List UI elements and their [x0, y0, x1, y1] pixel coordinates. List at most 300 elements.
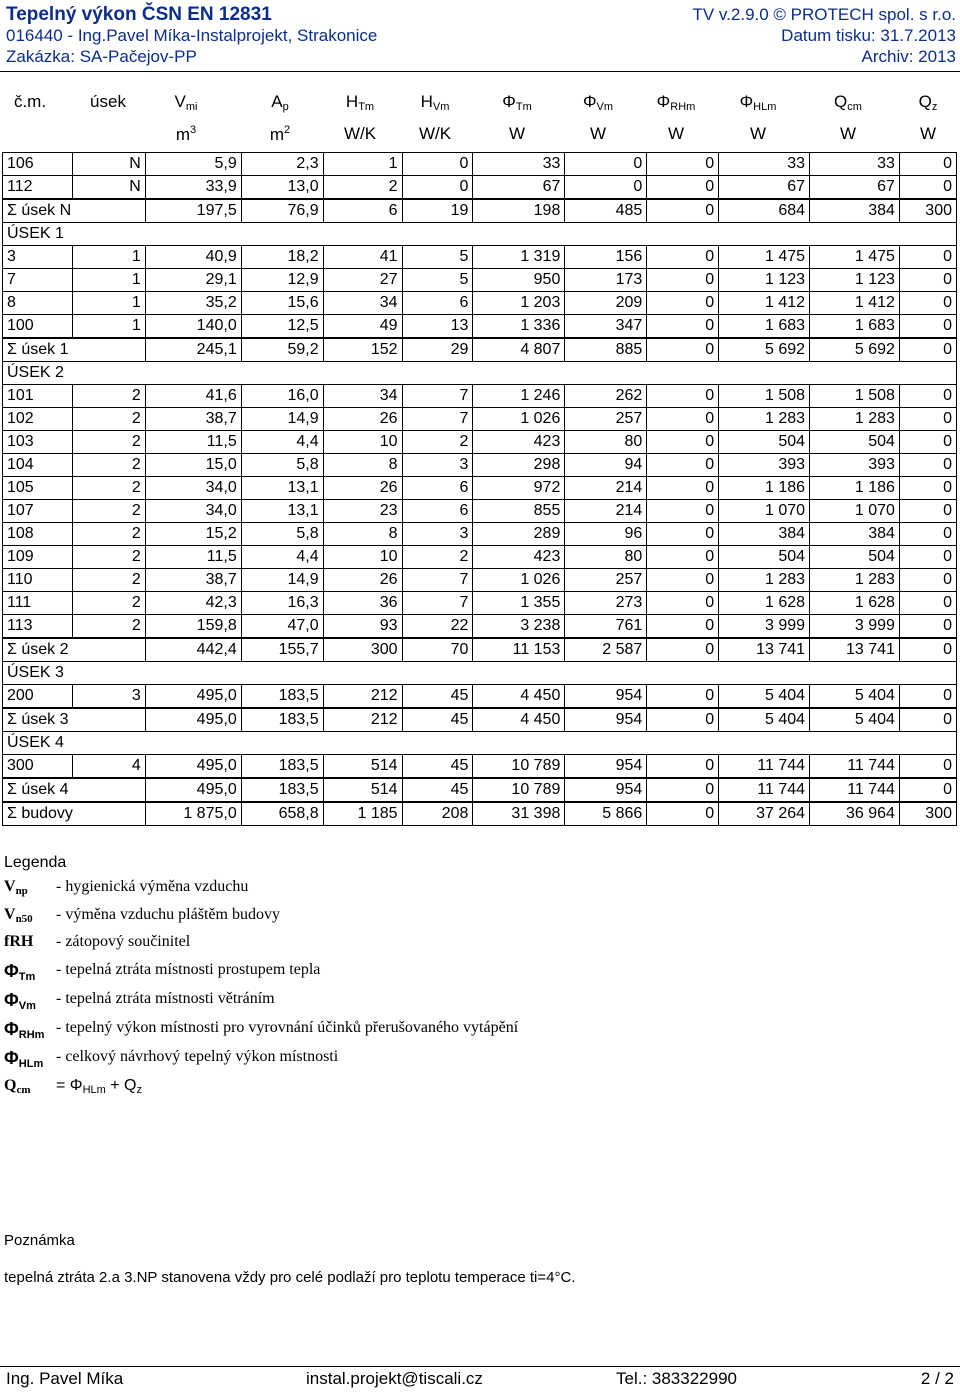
table-cell: 0	[899, 615, 956, 639]
table-cell: 514	[323, 755, 402, 779]
table-cell: 11 744	[719, 755, 810, 779]
column-subscript: cm	[847, 101, 862, 113]
sum-label: Σ úsek 2	[3, 638, 146, 662]
legend-item	[4, 878, 704, 904]
column-subscript: Tm	[358, 101, 375, 113]
table-cell: 761	[565, 615, 647, 639]
table-cell: 19	[402, 199, 473, 223]
table-cell: 1	[323, 153, 402, 176]
table-cell: 1	[72, 315, 145, 339]
table-cell: 1 070	[719, 500, 810, 523]
column-head-1	[68, 92, 148, 148]
room-number: 112	[3, 176, 73, 200]
table-cell: 76,9	[241, 199, 323, 223]
description-text: - celkový návrhový tepelný výkon místnosti	[56, 1048, 339, 1065]
sum-row	[3, 338, 957, 362]
column-head-6	[477, 92, 557, 148]
column-name	[808, 92, 888, 113]
table-cell: 0	[647, 477, 719, 500]
table-cell: 257	[565, 569, 647, 592]
legend-description	[56, 1048, 338, 1066]
table-cell: 5 866	[565, 802, 647, 826]
table-cell: 29	[402, 338, 473, 362]
table-cell: 33,9	[145, 176, 241, 200]
table-cell: 347	[565, 315, 647, 339]
table-cell: 7	[402, 592, 473, 615]
table-cell: 5 404	[719, 685, 810, 709]
footer-email: instal.projekt@tiscali.cz	[306, 1369, 483, 1388]
section-row	[3, 732, 957, 755]
table-cell: 3 999	[810, 615, 900, 639]
table-cell: 5 404	[719, 708, 810, 732]
sum-label: Σ úsek N	[3, 199, 146, 223]
table-cell: 423	[473, 546, 565, 569]
table-cell: 16,0	[241, 385, 323, 408]
table-cell: 273	[565, 592, 647, 615]
table-cell: 3	[402, 523, 473, 546]
unit-text: W	[919, 124, 937, 143]
column-head-11	[888, 92, 960, 148]
table-row	[3, 315, 957, 339]
symbol-letter: V	[4, 878, 16, 895]
table-cell: 1 875,0	[145, 802, 241, 826]
table-cell: 1 508	[810, 385, 900, 408]
table-cell: 0	[899, 477, 956, 500]
legend-title: Legenda	[4, 854, 67, 871]
table-cell: 0	[565, 153, 647, 176]
table-cell: 2	[402, 431, 473, 454]
room-number: 113	[3, 615, 73, 639]
legend-description	[56, 1077, 142, 1096]
column-symbol: č.m.	[13, 92, 47, 111]
table-cell: 11 744	[810, 778, 900, 802]
table-body	[3, 153, 957, 826]
table-cell: 0	[899, 246, 956, 269]
table-cell: 1 628	[719, 592, 810, 615]
table-cell: 38,7	[145, 408, 241, 431]
table-cell: 954	[565, 708, 647, 732]
table-cell: 29,1	[145, 269, 241, 292]
room-number: 111	[3, 592, 73, 615]
table-cell: 0	[647, 292, 719, 315]
column-unit	[718, 124, 798, 144]
column-symbol: Φ	[582, 92, 597, 111]
table-cell: 5 404	[810, 685, 900, 709]
table-cell: 49	[323, 315, 402, 339]
column-symbol: H	[420, 92, 433, 111]
table-cell: 1 026	[473, 569, 565, 592]
column-symbol: Q	[834, 92, 848, 111]
table-cell: 159,8	[145, 615, 241, 639]
column-unit	[146, 124, 226, 145]
table-cell: 13	[402, 315, 473, 339]
table-cell: 245,1	[145, 338, 241, 362]
table-cell: 4	[72, 755, 145, 779]
column-subscript: z	[931, 101, 938, 113]
table-cell: 300	[323, 638, 402, 662]
table-cell: 504	[810, 546, 900, 569]
column-unit	[636, 124, 716, 144]
column-name	[240, 92, 320, 113]
room-number: 110	[3, 569, 73, 592]
table-cell: 1 283	[810, 569, 900, 592]
table-cell: 0	[899, 385, 956, 408]
table-cell: 33	[473, 153, 565, 176]
table-cell: 67	[810, 176, 900, 200]
symbol-subscript: Tm	[18, 971, 36, 983]
column-subscript: Vm	[596, 101, 614, 113]
table-cell: 2	[72, 477, 145, 500]
header-left	[6, 4, 377, 67]
room-number: 105	[3, 477, 73, 500]
order-line: Zakázka: SA-Pačejov-PP	[6, 47, 197, 66]
table-cell: 954	[565, 755, 647, 779]
table-cell: N	[72, 176, 145, 200]
column-name	[0, 92, 70, 112]
heat-output-table	[2, 152, 957, 826]
legend-description	[56, 878, 248, 896]
table-cell: 1 683	[810, 315, 900, 339]
symbol-subscript: n50	[15, 913, 33, 925]
table-cell: 2	[72, 546, 145, 569]
document-title: Tepelný výkon ČSN EN 12831	[6, 4, 272, 25]
header-divider	[0, 71, 960, 72]
table-cell: 0	[899, 338, 956, 362]
table-cell: 209	[565, 292, 647, 315]
table-cell: 10 789	[473, 755, 565, 779]
table-cell: 1 026	[473, 408, 565, 431]
column-name	[558, 92, 638, 113]
sum-label: Σ úsek 3	[3, 708, 146, 732]
table-cell: 504	[719, 546, 810, 569]
table-cell: 5	[402, 269, 473, 292]
table-cell: 442,4	[145, 638, 241, 662]
unit-text: m	[269, 125, 285, 144]
table-cell: 0	[899, 269, 956, 292]
table-cell: 96	[565, 523, 647, 546]
table-cell: 0	[899, 546, 956, 569]
table-cell: 0	[647, 153, 719, 176]
table-cell: 11 744	[810, 755, 900, 779]
column-symbol: Φ	[502, 92, 516, 111]
table-row	[3, 477, 957, 500]
column-head-9	[718, 92, 798, 148]
table-cell: 0	[899, 755, 956, 779]
room-number: 103	[3, 431, 73, 454]
description-text: = Φ	[56, 1077, 83, 1094]
symbol-letter: V	[4, 906, 16, 923]
table-cell: 0	[899, 454, 956, 477]
table-cell: 214	[565, 500, 647, 523]
symbol-subscript: np	[15, 885, 28, 897]
table-cell: 0	[402, 153, 473, 176]
table-cell: 183,5	[241, 685, 323, 709]
room-number: 104	[3, 454, 73, 477]
table-cell: 1	[72, 292, 145, 315]
symbol-letter: Φ	[4, 1019, 19, 1039]
table-cell: 183,5	[241, 755, 323, 779]
table-cell: 684	[719, 199, 810, 223]
table-cell: 36 964	[810, 802, 900, 826]
table-cell: 198	[473, 199, 565, 223]
table-cell: 0	[647, 269, 719, 292]
column-name	[320, 92, 400, 113]
description-text: - tepelná ztráta místnosti prostupem tepla	[56, 961, 321, 978]
table-cell: 1	[72, 246, 145, 269]
table-cell: 1 412	[810, 292, 900, 315]
table-cell: 67	[719, 176, 810, 200]
table-cell: 0	[647, 569, 719, 592]
table-cell: 36	[323, 592, 402, 615]
table-cell: 2	[72, 615, 145, 639]
room-number: 200	[3, 685, 73, 709]
legend-item	[4, 990, 704, 1016]
column-name	[395, 92, 475, 113]
table-cell: 212	[323, 685, 402, 709]
symbol-letter: Q	[4, 1077, 17, 1094]
table-cell: 5 692	[719, 338, 810, 362]
legend-item	[4, 1019, 704, 1045]
column-symbol: V	[174, 92, 186, 111]
table-row	[3, 176, 957, 200]
column-symbol: H	[345, 92, 359, 111]
legend-item	[4, 906, 704, 932]
table-cell: 0	[647, 778, 719, 802]
table-cell: 3 999	[719, 615, 810, 639]
table-cell: 954	[565, 685, 647, 709]
table-cell: 485	[565, 199, 647, 223]
column-subscript: RHm	[670, 101, 696, 113]
table-cell: 0	[899, 638, 956, 662]
table-cell: 31 398	[473, 802, 565, 826]
column-head-5	[395, 92, 475, 148]
formula-subscript: HLm	[82, 1084, 106, 1096]
unit-text: W	[589, 124, 607, 143]
table-cell: 1 123	[719, 269, 810, 292]
table-cell: 22	[402, 615, 473, 639]
table-cell: 13,1	[241, 477, 323, 500]
table-cell: 14,9	[241, 408, 323, 431]
table-cell: 10 789	[473, 778, 565, 802]
table-cell: 1 283	[810, 408, 900, 431]
table-cell: 13,0	[241, 176, 323, 200]
sum-label: Σ úsek 1	[3, 338, 146, 362]
table-cell: 495,0	[145, 755, 241, 779]
description-text: - výměna vzduchu pláštěm budovy	[56, 906, 280, 923]
column-name	[636, 92, 716, 113]
note-title: Poznámka	[4, 1232, 75, 1249]
unit-superscript: 3	[190, 124, 197, 136]
table-cell: 0	[899, 592, 956, 615]
table-cell: 0	[647, 638, 719, 662]
note-text: tepelná ztráta 2.a 3.NP stanovena vždy pro celé podlaží pro teplotu temperace ti=4°C.	[4, 1269, 576, 1286]
table-cell: 5,9	[145, 153, 241, 176]
table-cell: 11,5	[145, 546, 241, 569]
table-cell: 45	[402, 708, 473, 732]
table-cell: 214	[565, 477, 647, 500]
table-cell: 0	[402, 176, 473, 200]
symbol-subscript: RHm	[18, 1029, 45, 1041]
unit-superscript: 2	[284, 124, 291, 136]
table-cell: 2 587	[565, 638, 647, 662]
table-cell: 0	[899, 778, 956, 802]
table-cell: 40,9	[145, 246, 241, 269]
table-cell: 954	[565, 778, 647, 802]
table-cell: 1 628	[810, 592, 900, 615]
legend-item	[4, 933, 704, 959]
table-row	[3, 385, 957, 408]
column-subscript: mi	[185, 101, 198, 113]
column-name	[718, 92, 798, 113]
table-cell: 7	[402, 408, 473, 431]
table-cell: 0	[647, 592, 719, 615]
legend	[4, 854, 66, 876]
column-symbol: Φ	[739, 92, 754, 111]
symbol-letter: Φ	[4, 961, 19, 981]
table-cell: 152	[323, 338, 402, 362]
table-cell: 0	[647, 500, 719, 523]
table-cell: 34,0	[145, 500, 241, 523]
table-cell: 2	[72, 385, 145, 408]
table-cell: 1 186	[810, 477, 900, 500]
table-cell: 0	[899, 569, 956, 592]
table-cell: 12,9	[241, 269, 323, 292]
table-cell: 67	[473, 176, 565, 200]
table-cell: 0	[647, 454, 719, 477]
table-cell: 18,2	[241, 246, 323, 269]
description-text: - tepelná ztráta místnosti větráním	[56, 990, 275, 1007]
section-label: ÚSEK 2	[3, 362, 957, 385]
table-cell: 0	[899, 500, 956, 523]
table-cell: 15,0	[145, 454, 241, 477]
client-line: 016440 - Ing.Pavel Míka-Instalprojekt, Strakonice	[6, 26, 378, 45]
unit-text: m	[175, 125, 191, 144]
table-cell: 208	[402, 802, 473, 826]
table-cell: 94	[565, 454, 647, 477]
room-number: 7	[3, 269, 73, 292]
table-cell: 155,7	[241, 638, 323, 662]
table-cell: 6	[402, 500, 473, 523]
table-cell: 0	[647, 546, 719, 569]
table-cell: 2	[72, 592, 145, 615]
table-row	[3, 523, 957, 546]
table-cell: 37 264	[719, 802, 810, 826]
footer-divider	[0, 1366, 960, 1367]
table-cell: 0	[647, 199, 719, 223]
table-row	[3, 246, 957, 269]
table-cell: 47,0	[241, 615, 323, 639]
table-cell: 0	[647, 431, 719, 454]
version-line: TV v.2.9.0 © PROTECH spol. s r.o.	[692, 5, 956, 24]
table-cell: 1	[72, 269, 145, 292]
table-cell: N	[72, 153, 145, 176]
table-cell: 6	[402, 477, 473, 500]
header-right	[692, 4, 956, 67]
table-cell: 514	[323, 778, 402, 802]
room-number: 101	[3, 385, 73, 408]
table-row	[3, 569, 957, 592]
table-cell: 0	[899, 708, 956, 732]
description-text: - hygienická výměna vzduchu	[56, 878, 249, 895]
symbol-subscript: cm	[16, 1084, 31, 1096]
column-head-7	[558, 92, 638, 148]
archive-line: Archiv: 2013	[861, 47, 956, 66]
table-cell: 6	[323, 199, 402, 223]
legend-symbol	[4, 906, 33, 925]
table-cell: 393	[719, 454, 810, 477]
table-cell: 2	[402, 546, 473, 569]
legend-symbol	[4, 878, 28, 897]
table-cell: 11 153	[473, 638, 565, 662]
table-cell: 423	[473, 431, 565, 454]
room-number: 102	[3, 408, 73, 431]
legend-item	[4, 1077, 704, 1103]
table-cell: 2	[72, 431, 145, 454]
column-unit	[558, 124, 638, 144]
column-head-3	[240, 92, 320, 148]
table-cell: 33	[810, 153, 900, 176]
legend-symbol	[4, 961, 35, 983]
table-cell: 495,0	[145, 685, 241, 709]
table-cell: 34	[323, 292, 402, 315]
legend-symbol	[4, 1048, 43, 1070]
room-number: 108	[3, 523, 73, 546]
table-cell: 1 475	[810, 246, 900, 269]
table-cell: 2	[72, 523, 145, 546]
sum-label: Σ úsek 4	[3, 778, 146, 802]
table-cell: 4 450	[473, 708, 565, 732]
table-row	[3, 755, 957, 779]
print-date: Datum tisku: 31.7.2013	[781, 26, 956, 45]
column-subscript: p	[282, 101, 289, 113]
footer-phone: Tel.: 383322990	[616, 1369, 737, 1388]
table-cell: 393	[810, 454, 900, 477]
table-cell: 4,4	[241, 431, 323, 454]
table-cell: 13,1	[241, 500, 323, 523]
table-cell: 300	[899, 802, 956, 826]
table-cell: 1 203	[473, 292, 565, 315]
table-cell: 3	[402, 454, 473, 477]
sum-row	[3, 708, 957, 732]
table-cell: 11 744	[719, 778, 810, 802]
table-cell: 1 123	[810, 269, 900, 292]
column-symbol: Φ	[656, 92, 671, 111]
table-cell: 972	[473, 477, 565, 500]
unit-text: W	[839, 124, 857, 143]
legend-symbol	[4, 990, 36, 1012]
column-unit	[808, 124, 888, 144]
legend-item	[4, 961, 704, 987]
table-row	[3, 592, 957, 615]
table-row	[3, 408, 957, 431]
column-unit	[395, 124, 475, 144]
room-number: 100	[3, 315, 73, 339]
table-cell: 1 683	[719, 315, 810, 339]
column-name	[888, 92, 960, 113]
unit-text: W	[508, 124, 526, 143]
symbol-letter: Φ	[4, 990, 19, 1010]
table-cell: 45	[402, 755, 473, 779]
table-cell: 0	[899, 153, 956, 176]
room-number: 3	[3, 246, 73, 269]
table-cell: 59,2	[241, 338, 323, 362]
table-cell: 11,5	[145, 431, 241, 454]
sum-row	[3, 778, 957, 802]
table-cell: 0	[899, 315, 956, 339]
section-label: ÚSEK 4	[3, 732, 957, 755]
column-name	[146, 92, 226, 113]
table-cell: 197,5	[145, 199, 241, 223]
